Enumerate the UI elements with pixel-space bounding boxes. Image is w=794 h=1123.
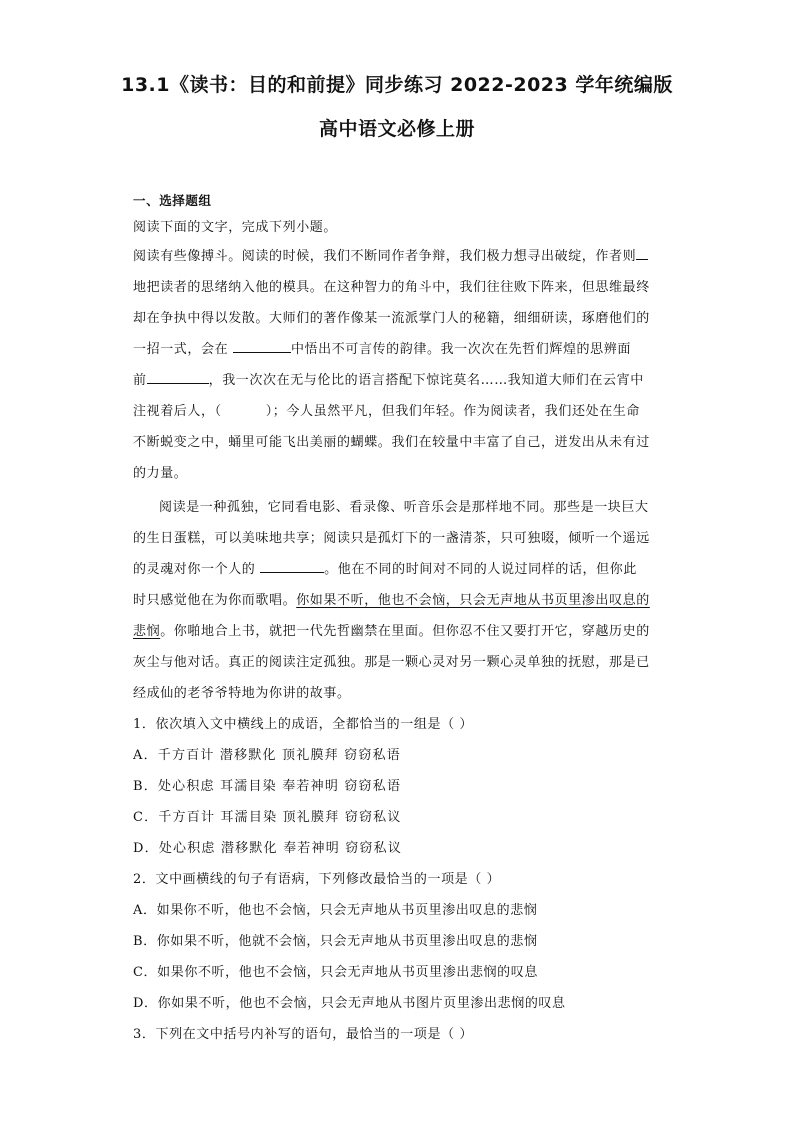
question-2-stem: 2．文中画横线的句子有语病，下列修改最恰当的一项是（ ） (133, 872, 501, 887)
passage-p1-line4: 一招一式，会在 中悟出不可言传的韵律。我一次次在先哲们辉煌的思辨面 (133, 342, 631, 357)
document-title-line1: 13.1《读书：目的和前提》同步练习 2022-2023 学年统编版 (121, 74, 673, 96)
fill-blank (636, 247, 648, 260)
passage-p2-line3: 的灵魂对你一个人的 。他在不同的时间对不同的人说过同样的话，但你此 (133, 562, 637, 577)
passage-p1-line7: 不断蜕变之中，蛹里可能飞出美丽的蝴蝶。我们在较量中丰富了自己，迸发出从未有过 (133, 435, 650, 450)
question-2-option-c: C．如果你不听，他也不会恼，只会无声地从书页里渗出悲悯的叹息 (133, 965, 538, 980)
passage-p1-line5: 前 ，我一次次在无与伦比的语言搭配下惊诧莫名……我知道大师们在云宵中 (133, 373, 644, 388)
question-1-option-b: B．处心积虑 耳濡目染 奉若神明 窃窃私语 (133, 779, 402, 794)
question-1-stem: 1．依次填入文中横线上的成语，全都恰当的一组是（ ） (133, 717, 474, 732)
passage-p2-line6: 灰尘与他对话。真正的阅读注定孤独。那是一颗心灵对另一颗心灵单独的抚慰，那是已 (133, 655, 650, 670)
underlined-sentence-end: 悲悯 (133, 624, 161, 639)
passage-p1-line8: 的力量。 (133, 466, 188, 481)
question-3-stem: 3．下列在文中括号内补写的语句，最恰当的一项是（ ） (133, 1027, 474, 1042)
question-2-option-b: B．你如果不听，他就不会恼，只会无声地从书页里渗出叹息的悲悯 (133, 934, 538, 949)
passage-p2-line4: 时只感觉他在为你而歌唱。你如果不听，他也不会恼，只会无声地从书页里渗出叹息的 (133, 593, 650, 608)
question-1-option-a: A．千方百计 潜移默化 顶礼膜拜 窃窃私语 (133, 748, 401, 763)
fill-blank (260, 560, 324, 573)
passage-p2-line2: 的生日蛋糕，可以美味地共享；阅读只是孤灯下的一盏清茶，只可独啜，倾听一个遥远 (133, 531, 650, 546)
passage-p1-line1: 阅读有些像搏斗。阅读的时候，我们不断同作者争辩，我们极力想寻出破绽，作者则 (133, 245, 663, 264)
passage-p2-line7: 经成仙的老爷爷特地为你讲的故事。 (133, 686, 351, 701)
passage-p1-line2: 地把读者的思绪纳入他的模具。在这种智力的角斗中，我们往往败下阵来，但思维最终 (133, 280, 650, 295)
question-1-option-d: D．处心积虑 潜移默化 奉若神明 窃窃私议 (133, 841, 403, 856)
section-heading: 一、选择题组 (133, 193, 212, 208)
passage-p2-line5: 悲悯。你啪地合上书，就把一代先哲幽禁在里面。但你忍不住又要打开它，穿越历史的 (133, 624, 650, 639)
instructions: 阅读下面的文字，完成下列小题。 (133, 220, 338, 235)
question-2-option-d: D．你如果不听，他也不会恼，只会无声地从书图片页里渗出悲悯的叹息 (133, 996, 566, 1011)
passage-p1-line3: 却在争执中得以发散。大师们的著作像某一流派掌门人的秘籍，细细研读，琢磨他们的 (133, 311, 650, 326)
underlined-sentence: 你如果不听，他也不会恼，只会无声地从书页里渗出叹息的 (296, 593, 650, 608)
fill-blank (233, 340, 291, 353)
passage-p2-line1: 阅读是一种孤独，它同看电影、看录像、听音乐会是那样地不同。那些是一块巨大 (159, 500, 649, 515)
question-1-option-c: C．千方百计 耳濡目染 顶礼膜拜 窃窃私议 (133, 810, 402, 825)
question-2-option-a: A．如果你不听，他也不会恼，只会无声地从书页里渗出叹息的悲悯 (133, 903, 538, 918)
document-title-line2: 高中语文必修上册 (318, 118, 475, 140)
fill-blank (147, 371, 209, 384)
passage-p1-line6: 注视着后人，（ ）；今人虽然平凡，但我们年轻。作为阅读者，我们还处在生命 (133, 404, 641, 419)
